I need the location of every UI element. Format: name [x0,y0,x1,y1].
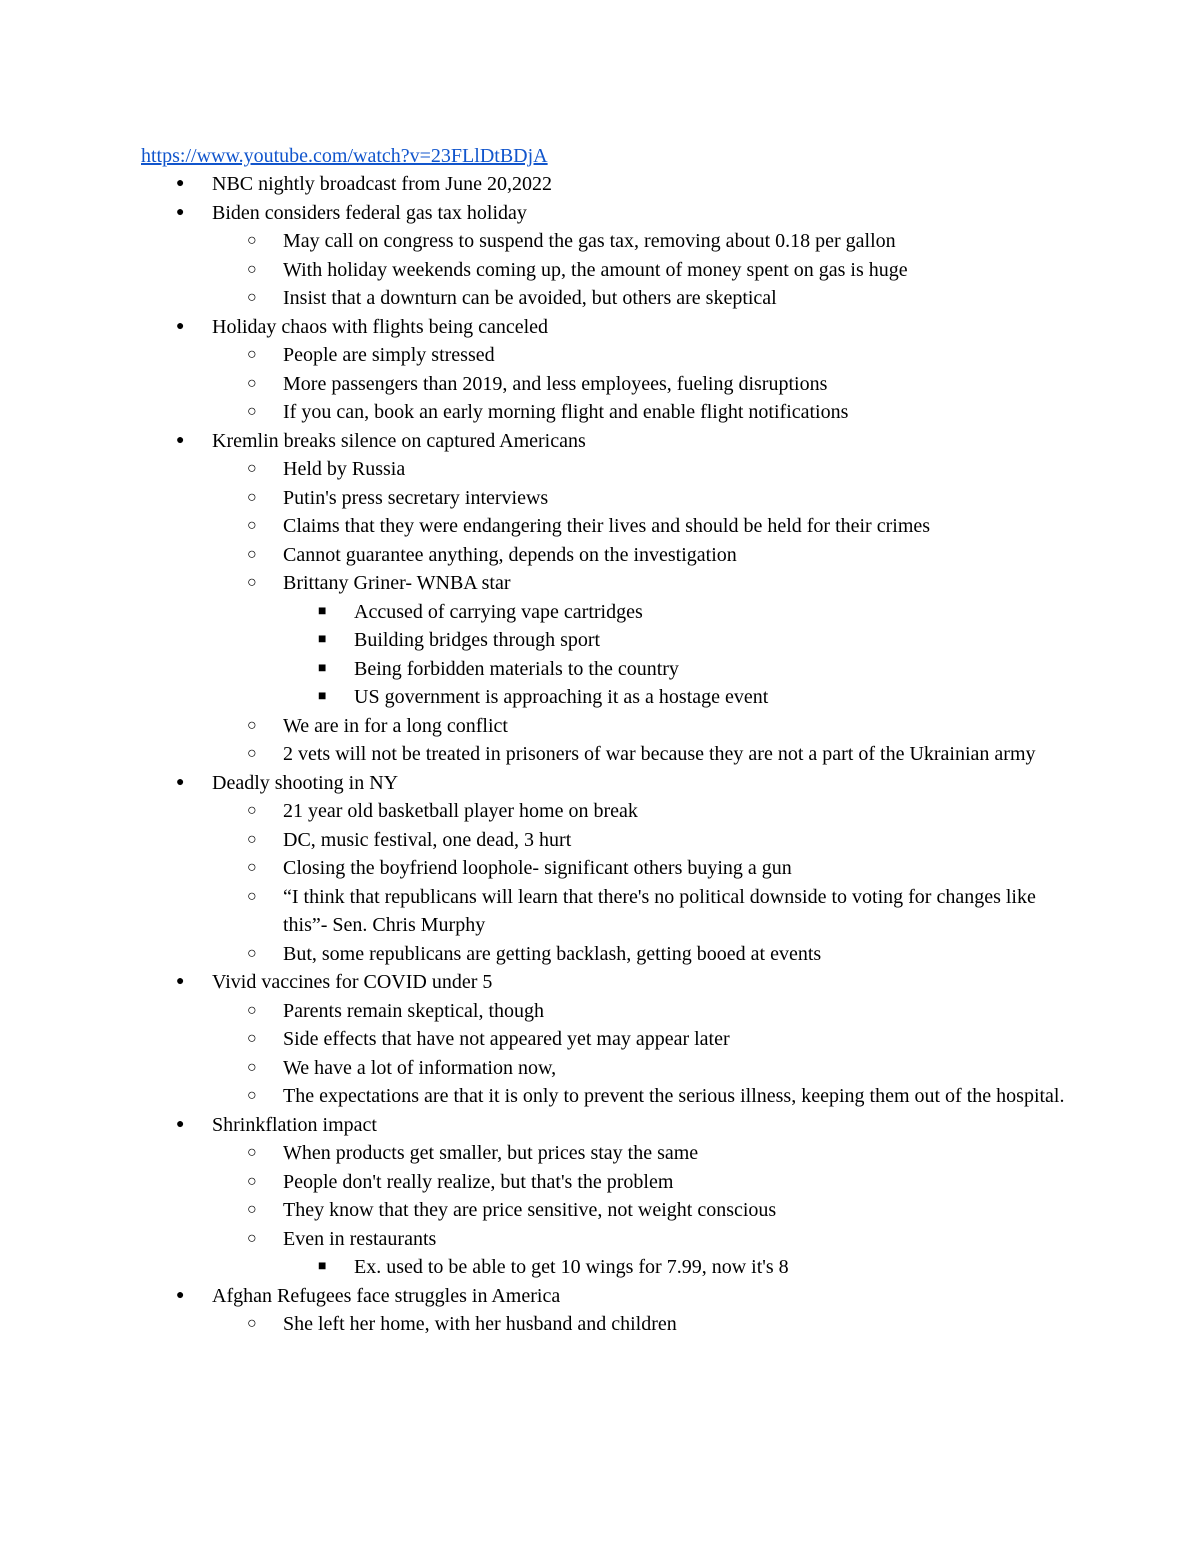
bullet-icon: ○ [247,1087,257,1104]
list-item-level-2 [0,569,1083,598]
sub-list [0,598,1200,712]
list-item-text: DC, music festival, one dead, 3 hurt [283,828,572,851]
list-item-level-3 [0,1253,1200,1282]
list-item-text: NBC nightly broadcast from June 20,2022 [212,173,552,195]
list-item-level-2 [0,1139,1083,1168]
list-item-text: Afghan Refugees face struggles in America [212,1284,561,1307]
bullet-icon: ● [176,1287,185,1303]
bullet-icon: ○ [247,1001,257,1019]
bullet-icon: ○ [247,403,257,420]
list-item-text: 2 vets will not be treated in prisoners of war because they are not a part of the Ukrainian army [283,743,1036,765]
list-item-level-3 [0,626,1200,655]
sub-list [0,997,1200,1111]
sub-list [0,797,1200,968]
list-item-level-1 [0,199,1200,228]
bullet-icon: ■ [318,632,327,647]
list-item-text: “I think that republicans will learn that there's no political downside to voting for changes like this”- Sen. Chris Murphy [283,885,1036,936]
bullet-icon: ○ [247,1144,257,1161]
list-item-text: Claims that they were endangering their lives and should be held for their crimes [283,515,931,537]
list-item-text: When products get smaller, but prices stay the same [283,1142,699,1164]
sub-list [0,1139,1200,1282]
bullet-icon: ● [176,774,185,790]
list-item-level-1 [0,313,1200,342]
list-item-text: She left her home, with her husband and children [283,1313,677,1335]
list-item-level-2 [0,370,1083,399]
list-item-level-2 [0,341,1083,370]
bullet-icon: ○ [247,232,257,249]
list-item-level-2 [0,227,1083,256]
list-item-level-2 [0,883,1083,940]
list-item-text: The expectations are that it is only to prevent the serious illness, keeping them out of the hospital. [283,1085,1065,1107]
list-item-level-2 [0,712,1083,741]
list-item-text: Being forbidden materials to the country [354,657,679,680]
bullet-icon: ● [176,318,185,334]
list-item-text: Even in restaurants [283,1227,437,1250]
list-item-level-2 [0,1225,1083,1254]
list-item-level-2 [0,854,1083,883]
list-item-level-2 [0,1310,1083,1339]
list-item-text: Side effects that have not appeared yet may appear later [283,1028,730,1050]
list-item-text: With holiday weekends coming up, the amount of money spent on gas is huge [283,258,908,281]
list-item-text: More passengers than 2019, and less employees, fueling disruptions [283,372,828,395]
list-item-level-2 [0,484,1083,513]
list-item-text: Ex. used to be able to get 10 wings for 7.99, now it's 8 [354,1256,789,1278]
list-item-text: Parents remain skeptical, though [283,999,545,1022]
list-item-level-2 [0,826,1083,855]
list-item-level-3 [0,683,1200,712]
bullet-icon: ○ [247,545,257,563]
bullet-icon: ○ [247,1229,257,1247]
bullet-icon: ○ [247,260,257,278]
list-item-level-2 [0,740,1083,769]
list-item-level-1 [0,170,1200,199]
list-item-text: Putin's press secretary interviews [283,486,549,509]
list-item-level-2 [0,284,1083,313]
list-item-level-3 [0,655,1200,684]
bullet-icon: ● [176,974,185,989]
sub-list [0,341,1200,427]
bullet-icon: ■ [318,603,327,619]
bullet-icon: ○ [247,1030,257,1047]
list-item-level-2 [0,1054,1083,1083]
list-item-level-2 [0,512,1083,541]
bullet-icon: ● [176,176,185,191]
list-item-level-2 [0,398,1083,427]
bullet-icon: ○ [247,716,257,734]
list-item-text: We are in for a long conflict [283,714,508,737]
youtube-link[interactable]: https://www.youtube.com/watch?v=23FLlDtBDjA [141,145,548,167]
list-item-text: Holiday chaos with flights being canceled [212,315,549,338]
bullet-icon: ○ [247,830,257,848]
bullet-icon: ■ [318,689,327,704]
list-item-level-1 [0,1282,1200,1311]
bullet-icon: ○ [247,574,257,591]
bullet-icon: ○ [247,1058,257,1076]
bullet-icon: ○ [247,1315,257,1332]
list-item-level-2 [0,541,1083,570]
bullet-icon: ○ [247,944,257,962]
list-item-text: Deadly shooting in NY [212,771,399,794]
list-item-level-2 [0,1082,1083,1111]
list-item-text: Biden considers federal gas tax holiday [212,201,527,224]
list-item-level-1 [0,427,1200,456]
list-item-text: They know that they are price sensitive, not weight conscious [283,1199,777,1221]
list-item-level-2 [0,940,1083,969]
sub-list [0,455,1200,769]
bullet-icon: ○ [247,517,257,534]
list-item-text: Accused of carrying vape cartridges [354,600,643,623]
bullet-icon: ● [176,1116,185,1132]
sub-list [0,1253,1200,1282]
list-item-text: Closing the boyfriend loophole- significant others buying a gun [283,857,792,879]
bullet-icon: ● [176,432,185,448]
list-item-text: But, some republicans are getting backlash, getting booed at events [283,942,822,965]
list-item-level-3 [0,598,1200,627]
list-item-text: Building bridges through sport [354,629,601,651]
bullet-icon: ○ [247,1172,257,1190]
notes-outline [0,170,1200,1339]
list-item-text: We have a lot of information now, [283,1056,557,1079]
list-item-level-2 [0,797,1083,826]
bullet-icon: ○ [247,346,257,363]
list-item-text: People don't really realize, but that's the problem [283,1170,674,1193]
sub-list [0,227,1200,313]
bullet-icon: ○ [247,887,257,905]
list-item-text: May call on congress to suspend the gas tax, removing about 0.18 per gallon [283,230,896,252]
list-item-level-2 [0,997,1083,1026]
list-item-level-2 [0,1025,1083,1054]
bullet-icon: ● [176,204,185,220]
bullet-icon: ○ [247,1201,257,1218]
list-item-level-1 [0,1111,1200,1140]
bullet-icon: ○ [247,802,257,819]
sub-list [0,1310,1200,1339]
list-item-level-2 [0,455,1083,484]
bullet-icon: ○ [247,745,257,762]
list-item-text: Held by Russia [283,458,406,480]
bullet-icon: ○ [247,460,257,477]
bullet-icon: ■ [318,660,327,676]
list-item-text: People are simply stressed [283,344,495,366]
list-item-level-2 [0,256,1083,285]
list-item-level-1 [0,968,1200,997]
list-item-text: Vivid vaccines for COVID under 5 [212,971,493,993]
bullet-icon: ○ [247,289,257,306]
list-item-text: Insist that a downturn can be avoided, but others are skeptical [283,287,777,309]
list-item-text: US government is approaching it as a hostage event [354,686,769,708]
list-item-level-1 [0,769,1200,798]
bullet-icon: ○ [247,859,257,876]
list-item-text: Brittany Griner- WNBA star [283,572,511,594]
bullet-icon: ○ [247,488,257,506]
bullet-icon: ■ [318,1259,327,1274]
bullet-icon: ○ [247,374,257,392]
list-item-text: Kremlin breaks silence on captured Americans [212,429,586,452]
list-item-text: If you can, book an early morning flight and enable flight notifications [283,401,849,423]
list-item-level-2 [0,1196,1083,1225]
list-item-text: Cannot guarantee anything, depends on the investigation [283,543,737,566]
list-item-level-2 [0,1168,1083,1197]
list-item-text: 21 year old basketball player home on break [283,800,638,822]
list-item-text: Shrinkflation impact [212,1113,377,1136]
